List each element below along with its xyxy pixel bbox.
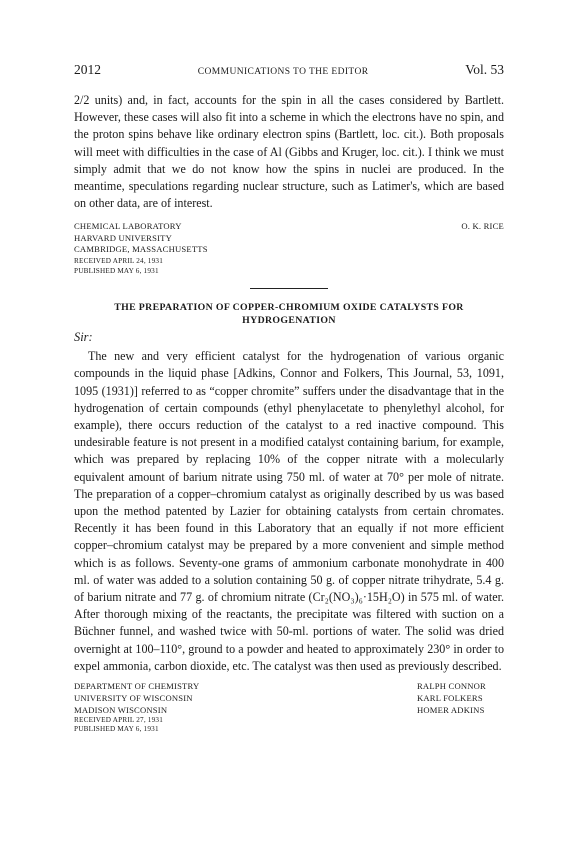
- published-date: PUBLISHED MAY 6, 1931: [74, 266, 159, 275]
- author-name: RALPH CONNOR: [416, 680, 486, 691]
- affiliation-line: MADISON WISCONSIN: [74, 704, 168, 715]
- section-divider: [250, 288, 328, 289]
- received-date: RECEIVED APRIL 27, 1931: [74, 716, 163, 725]
- running-head: [74, 62, 504, 84]
- signature-block-1: [74, 221, 504, 275]
- journal-page: [74, 62, 504, 734]
- volume-label: Vol. 53: [465, 62, 504, 77]
- article-body: The new and very efficient catalyst for the hydrogenation of various organic compounds in the liquid phase [Adkins, Connor and Folkers, This Journal, 53, 1091, 1095 (1931)] referred to as “copper chromite” suffers under the disadvantage that in the hydrogenation of certain compounds (ethyl phenylacetate to phenylethyl alcohol, for example), there occurs reduction of the catalyst to a red inactive compound. This undesirable feature is not present in a modified catalyst containing barium, for example, which was prepared by replacing 10% of the copper nitrate with a molecularly equivalent amount of barium nitrate using 750 ml. of water at 70° per mole of nitrate. The preparation of a copper–chromium catalyst as originally described by us was based upon the method patented by Lazier for obtaining catalysts from certain chromates. Recently it has been found in this Laboratory that an equally if not more efficient copper–chromium catalyst may be prepared by a more convenient and simple method which is as follows. Seventy-one grams of ammonium carbonate monohydrate in 400 ml. of water was added to a solution containing 50 g. of copper nitrate trihydrate, 5.4 g. of barium nitrate and 77 g. of chromium nitrate (Cr₂(NO₃)₆·15H₂O) in 575 ml. of water. After thorough mixing of the reactants, the precipitate was filtered with suction on a Büchner funnel, and washed twice with 50-ml. portions of water. The solid was dried overnight at 100–110°, ground to a powder and heated to approximately 230° in order to expel ammonia, carbon dioxide, etc. The catalyst was then used as previously described.: [74, 349, 504, 673]
- signature-block-2: [74, 681, 504, 734]
- received-date: RECEIVED APRIL 24, 1931: [74, 256, 163, 265]
- affiliation-line: CAMBRIDGE, MASSACHUSETTS: [74, 244, 208, 255]
- author-name: KARL FOLKERS: [416, 692, 483, 703]
- affiliation-line: UNIVERSITY OF WISCONSIN: [74, 692, 193, 703]
- salutation: Sir:: [74, 330, 93, 345]
- author-name: O. K. RICE: [461, 221, 504, 232]
- author-name: HOMER ADKINS: [416, 704, 485, 715]
- page-number: 2012: [74, 62, 101, 77]
- continued-paragraph: 2/2 units) and, in fact, accounts for the spin in all the cases considered by Bartlett. However, these cases will also fit into a scheme in which the electrons have no spin, and the proton spins behave like ordinary electron spins (Bartlett, loc. cit.). Both proposals will meet with difficulties in the case of Al (Gibbs and Kruger, loc. cit.). I think we must simply admit that we do not know how the spins in nuclei are produced. In the meantime, speculations regarding nuclear structure, such as Latimer's, which are based on other data, are of interest.: [74, 93, 504, 211]
- article-title: THE PREPARATION OF COPPER-CHROMIUM OXIDE CATALYSTS FOR HYDROGENATION: [114, 302, 464, 327]
- affiliation-line: CHEMICAL LABORATORY: [74, 221, 182, 232]
- affiliation-line: HARVARD UNIVERSITY: [74, 232, 173, 243]
- affiliation-line: DEPARTMENT OF CHEMISTRY: [74, 680, 200, 691]
- journal-section: COMMUNICATIONS TO THE EDITOR: [197, 67, 369, 77]
- published-date: PUBLISHED MAY 6, 1931: [74, 724, 159, 733]
